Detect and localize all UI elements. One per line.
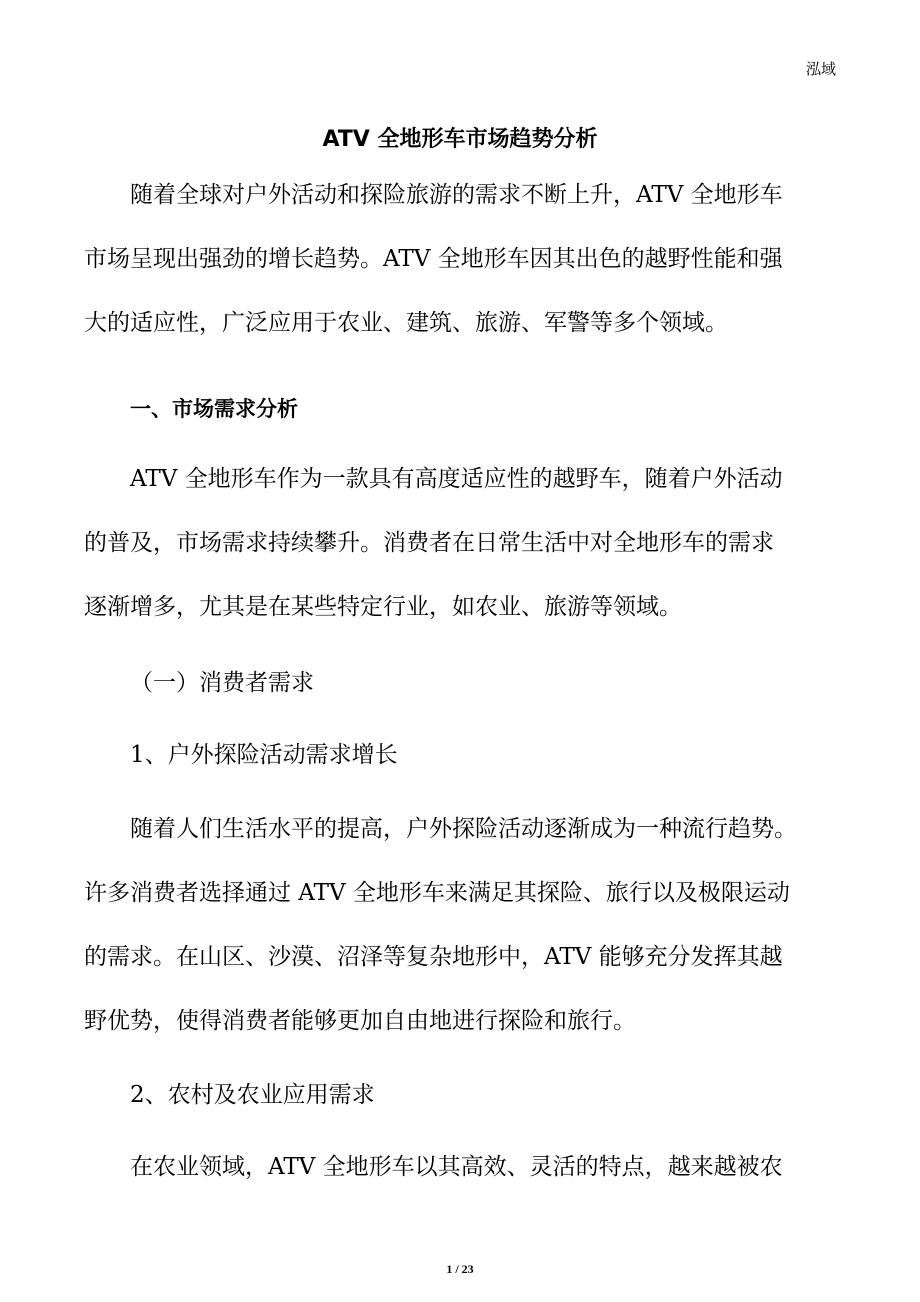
- subsection-heading: （一）消费者需求: [130, 670, 314, 696]
- text-line: 逐渐增多，尤其是在某些特定行业，如农业、旅游等领域。: [84, 594, 682, 620]
- section-heading: 一、市场需求分析: [130, 397, 298, 421]
- page-number: 1 / 23: [446, 1262, 474, 1276]
- item-heading: 2、农村及农业应用需求: [130, 1082, 375, 1108]
- header-mark: 泓域: [805, 60, 836, 78]
- text-line: ATV 全地形车作为一款具有高度适应性的越野车，随着户外活动: [130, 466, 783, 492]
- text-line: 市场呈现出强劲的增长趋势。ATV 全地形车因其出色的越野性能和强: [84, 246, 783, 272]
- item-heading: 1、户外探险活动需求增长: [130, 742, 398, 768]
- text-line: 大的适应性，广泛应用于农业、建筑、旅游、军警等多个领域。: [84, 310, 728, 336]
- text-line: 随着人们生活水平的提高，户外探险活动逐渐成为一种流行趋势。: [130, 816, 797, 842]
- document-title: ATV 全地形车市场趋势分析: [322, 127, 598, 152]
- text-line: 在农业领域，ATV 全地形车以其高效、灵活的特点，越来越被农: [130, 1154, 783, 1180]
- text-line: 随着全球对户外活动和探险旅游的需求不断上升，ATV 全地形车: [130, 182, 783, 208]
- text-line: 的需求。在山区、沙漠、沼泽等复杂地形中，ATV 能够充分发挥其越: [84, 944, 783, 970]
- text-line: 许多消费者选择通过 ATV 全地形车来满足其探险、旅行以及极限运动: [84, 880, 790, 906]
- text-line: 的普及，市场需求持续攀升。消费者在日常生活中对全地形车的需求: [84, 530, 774, 556]
- text-line: 野优势，使得消费者能够更加自由地进行探险和旅行。: [84, 1008, 636, 1034]
